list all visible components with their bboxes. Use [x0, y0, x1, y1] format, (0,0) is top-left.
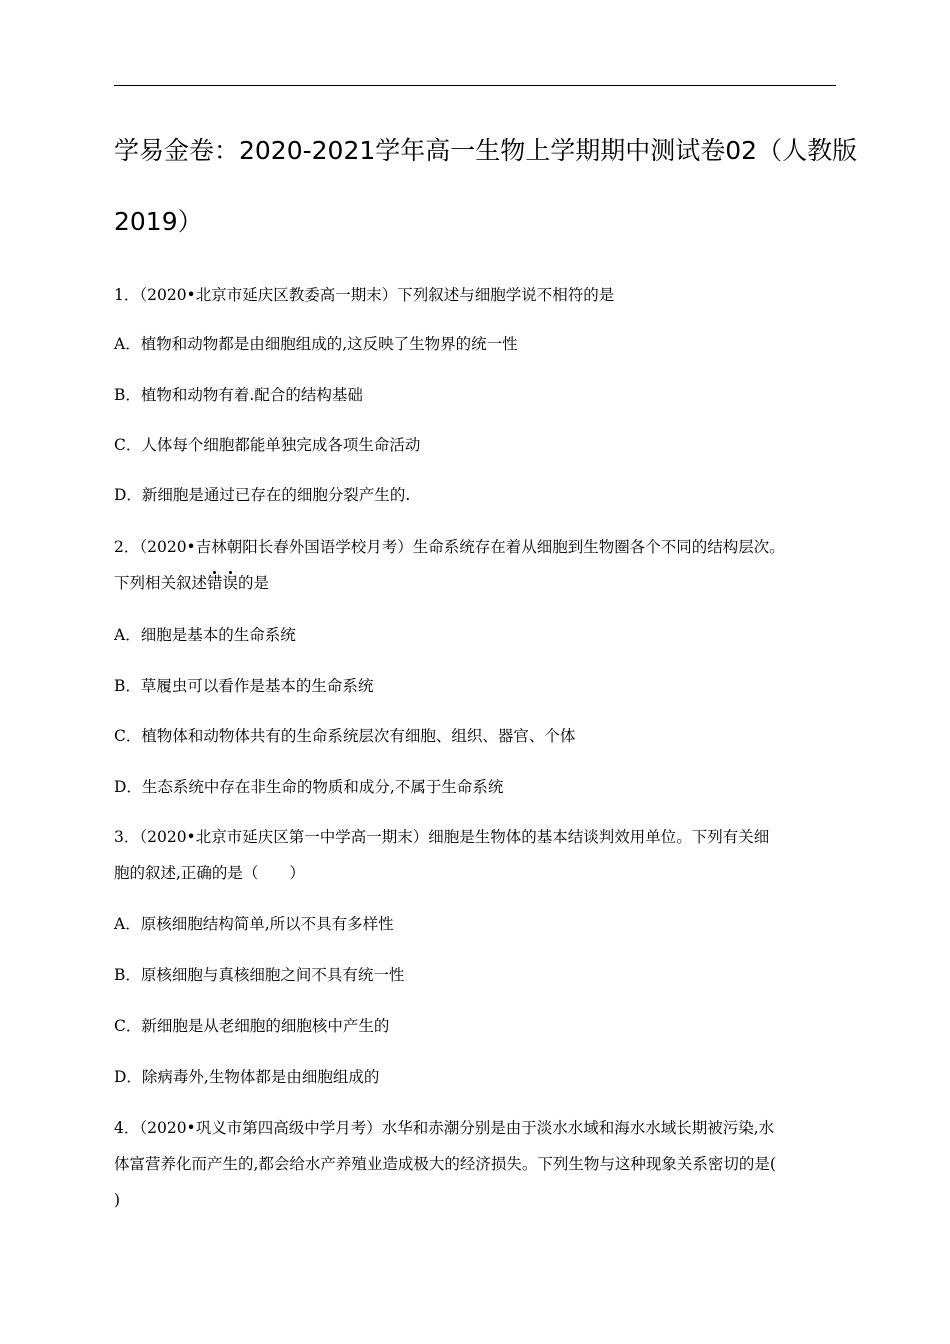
question-3-option-a: A．原核细胞结构简单,所以不具有多样性	[114, 915, 394, 933]
question-1-option-b: B．植物和动物有着.配合的结构基础	[114, 386, 363, 404]
question-2-option-c: C．植物体和动物体共有的生命系统层次有细胞、组织、器官、个体	[114, 727, 576, 745]
question-3-stem-line2: 胞的叙述,正确的是（ ）	[114, 864, 305, 882]
header-rule	[114, 85, 836, 86]
question-2-stem-line2-pre: 下列相关叙述	[114, 574, 208, 592]
question-3-option-c: C．新细胞是从老细胞的细胞核中产生的	[114, 1017, 390, 1035]
question-4-stem-line2: 体富营养化而产生的,都会给水产养殖业造成极大的经济损失。下列生物与这种现象关系密切的是(	[114, 1155, 776, 1173]
question-1-stem: 1．（2020•北京市延庆区教委高一期末）下列叙述与细胞学说不相符的是	[114, 286, 615, 304]
page-title: 学易金卷：2020-2021学年高一生物上学期期中测试卷02（人教版	[114, 136, 858, 165]
question-4-stem-line3: )	[114, 1191, 121, 1209]
question-2-option-a: A．细胞是基本的生命系统	[114, 626, 296, 644]
page-title-continued: 2019）	[114, 207, 203, 236]
question-2-stem: 2．（2020•吉林朝阳长春外国语学校月考）生命系统存在着从细胞到生物圈各个不同的结构层次。	[114, 538, 785, 556]
question-1-option-a: A．植物和动物都是由细胞组成的,这反映了生物界的统一性	[114, 335, 518, 353]
question-1-option-d: D．新细胞是通过已存在的细胞分裂产生的.	[114, 486, 411, 504]
question-3-stem: 3．（2020•北京市延庆区第一中学高一期末）细胞是生物体的基本结谈判效用单位。下列有关细	[114, 828, 770, 846]
question-2-option-d: D．生态系统中存在非生命的物质和成分,不属于生命系统	[114, 778, 504, 796]
emphasis-char: 错	[207, 574, 223, 592]
emphasis-char: 误	[222, 574, 239, 592]
question-3-option-d: D．除病毒外,生物体都是由细胞组成的	[114, 1068, 380, 1086]
question-1-option-c: C．人体每个细胞都能单独完成各项生命活动	[114, 436, 421, 454]
question-3-option-b: B．原核细胞与真核细胞之间不具有统一性	[114, 966, 405, 984]
question-4-stem: 4．（2020•巩义市第四高级中学月考）水华和赤潮分别是由于淡水水域和海水水域长期被污染,水	[114, 1119, 775, 1137]
question-2-option-b: B．草履虫可以看作是基本的生命系统	[114, 677, 374, 695]
question-2-stem-line2	[114, 572, 844, 594]
question-2-stem-line2-post: 的是	[238, 574, 270, 592]
